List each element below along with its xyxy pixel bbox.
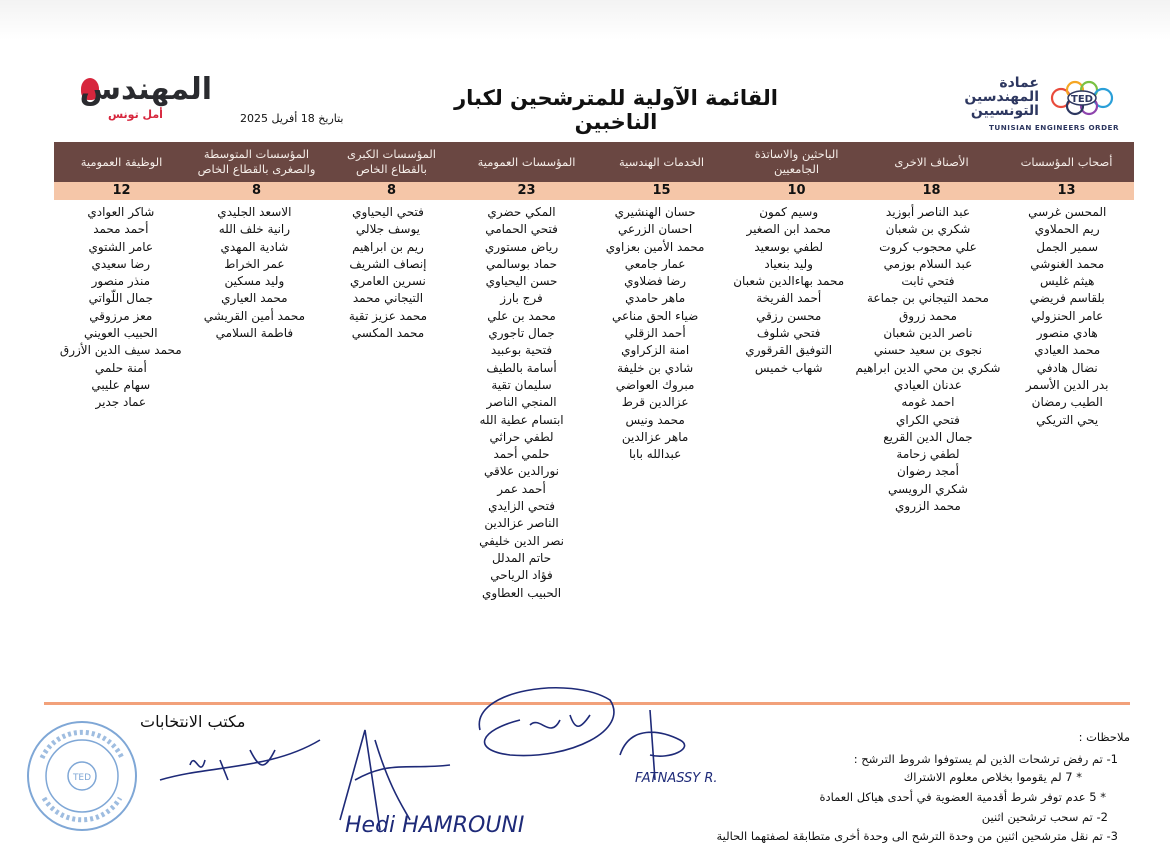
candidate-name: شادية المهدي (220, 239, 289, 254)
column-count: 13 (1057, 183, 1076, 198)
column-header: الوظيفة العمومية (80, 154, 163, 169)
candidate-name: نضال هادفي (1036, 360, 1098, 375)
candidate-name: رانية خلف الله (218, 222, 291, 237)
candidate-name: عدنان العيادي (894, 377, 962, 392)
candidate-name: منذر منصور (91, 274, 150, 289)
candidate-name: جمال تاجوري (488, 326, 555, 341)
candidate-name: احسان الزرعي (617, 222, 693, 237)
candidate-name: عزالدين قرط (621, 395, 689, 410)
candidate-name: أحمد محمد (93, 222, 149, 237)
candidate-column (54, 200, 188, 602)
column-header: المؤسسات المتوسطة والصغرى بالقطاع الخاص (197, 147, 316, 176)
candidate-name: وليد بنعياد (764, 256, 813, 271)
candidate-name: فتحي الزايدي (488, 499, 555, 514)
candidate-name: لطفي زحامة (896, 447, 960, 462)
candidate-name: محمد الأمين بعزاوي (605, 239, 705, 254)
candidate-name: فرج بارز (500, 291, 543, 306)
candidate-name: رضا فضلاوي (624, 274, 687, 289)
candidate-name: يوسف جلالي (355, 222, 420, 237)
candidate-name: علي محجوب كروت (879, 239, 977, 254)
candidate-name: عبد الناصر أبوزيد (885, 205, 970, 219)
candidate-name: حاتم المدلل (491, 550, 552, 565)
note-1b: * 5 عدم توفر شرط أقدمية العضوية في أحدى هياكل العمادة (819, 790, 1106, 804)
candidate-name: بلقاسم فريضي (1029, 291, 1105, 306)
candidate-name: مبروك العواضي (615, 377, 695, 392)
candidate-name: محمد الزروي (895, 499, 961, 514)
candidate-name: التيجاني محمد (352, 291, 424, 306)
candidate-name: حماد بوسالمي (486, 256, 558, 271)
signatures (150, 670, 770, 850)
note-3: 3- تم نقل مترشحين اثنين من وحدة الترشح الى وحدة أخرى متطابقة لصفتهما الحالية (716, 829, 1118, 843)
table-count-row (54, 182, 1134, 200)
candidate-name: محمد بن علي (487, 308, 556, 323)
candidate-name: نصر الدين خليفي (479, 533, 564, 548)
candidate-column (321, 200, 455, 602)
candidate-name: الناصر عزالدين (484, 516, 559, 531)
candidate-name: حسن اليحياوي (485, 274, 558, 289)
candidate-name: سمير الجمل (1036, 239, 1099, 254)
column-header: المؤسسات الكبرى بالقطاع الخاص (346, 147, 437, 176)
note-2: 2- تم سحب ترشحين اثنين (981, 810, 1108, 824)
column-count: 23 (517, 183, 536, 198)
candidate-name: نسرين العامري (350, 274, 426, 289)
candidate-name: أمجد رضوان (896, 464, 959, 479)
candidate-name: فتحي ثابت (901, 274, 955, 289)
candidate-name: ريم الحملاوي (1034, 222, 1100, 237)
candidate-name: التوفيق القرقوري (745, 343, 833, 358)
mohandes-logo (78, 72, 212, 126)
candidate-name: محمد التيجاني بن جماعة (866, 291, 989, 306)
mohandes-logo-subtitle: أمل تونس (108, 108, 163, 121)
candidate-name: محمد العياري (221, 291, 288, 306)
candidate-name: عبدالله بابا (628, 447, 682, 462)
candidate-name: الحبيب العطاوي (482, 585, 562, 600)
candidate-name: ضياء الحق مناعي (611, 308, 699, 323)
candidate-name: محمد ونيس (625, 412, 685, 427)
column-count: 10 (787, 183, 806, 198)
candidate-name: حسان الهنشيري (614, 205, 696, 219)
candidate-name: إنصاف الشريف (349, 256, 427, 271)
candidate-name: ماهر حامدي (625, 291, 686, 306)
candidate-name: حلمي أحمد (493, 447, 550, 462)
candidate-name: رضا سعيدي (91, 256, 151, 271)
mohandes-logo-text: المهندس (79, 72, 212, 107)
candidate-name: عماد جدير (95, 395, 147, 410)
candidate-column (1000, 200, 1134, 602)
candidate-name: محسن رزقي (756, 308, 822, 323)
column-header: المؤسسات العمومية (477, 154, 576, 169)
candidate-name: محمد العيادي (1034, 343, 1101, 358)
candidate-name: هيثم غليس (1039, 274, 1095, 289)
elections-office-label: مكتب الانتخابات (140, 712, 246, 731)
candidate-name: فتحي شلوف (756, 326, 821, 341)
candidate-name: محمد المكسي (351, 326, 425, 341)
candidate-name: هادي منصور (1036, 326, 1098, 341)
note-1a: * 7 لم يقوموا بخلاص معلوم الاشتراك (903, 770, 1082, 784)
candidate-name: نورالدين علاقي (484, 464, 560, 479)
candidate-name: سهام عليبي (91, 377, 151, 392)
column-count: 12 (112, 183, 131, 198)
candidate-name: لطفي بوسعيد (754, 239, 824, 254)
document-date: بتاريخ 18 أفريل 2025 (240, 112, 344, 125)
candidate-name: فتحي الحمامي (485, 222, 558, 237)
org-mark-text: TED (1071, 94, 1093, 105)
column-count: 8 (386, 183, 397, 198)
candidate-name: شكري بن شعبان (885, 222, 971, 237)
candidate-name: شهاب خميس (754, 360, 823, 375)
candidate-name: المنجي الناصر (486, 395, 557, 410)
column-count: 8 (251, 183, 262, 198)
candidate-name: أحمد عمر (497, 481, 546, 496)
candidate-column (188, 200, 322, 602)
org-name-arabic: عمادة المهندسين التونسيين (964, 75, 1039, 119)
candidate-name: امنة الزكراوي (621, 343, 690, 358)
candidate-name: فؤاد الرياحي (490, 568, 553, 583)
candidate-name: ريم بن ابراهيم (352, 239, 424, 254)
candidate-name: محمد عزيز تقية (348, 308, 428, 323)
svg-text:Hedi HAMROUNI: Hedi HAMROUNI (345, 813, 525, 838)
candidate-name: جمال اللّواتي (88, 291, 153, 306)
candidate-name: المكي حضري (487, 205, 556, 219)
candidate-name: ابتسام عطية الله (479, 412, 564, 427)
candidate-name: محمد بهاءالدين شعبان (733, 274, 845, 289)
candidate-name: محمد الغنوشي (1030, 256, 1105, 271)
candidate-name: نجوى بن سعيد حسني (873, 343, 982, 358)
candidate-name: ناصر الدين شعبان (883, 326, 973, 341)
candidate-column (722, 200, 856, 602)
candidate-column (588, 200, 722, 602)
table-body (54, 200, 1134, 602)
candidate-name: معز مرزوقي (89, 308, 153, 323)
note-1: 1- تم رفض ترشحات الذين لم يستوفوا شروط الترشح : (853, 752, 1118, 766)
candidate-name: شاكر العوادي (87, 205, 155, 219)
column-header: أصحاب المؤسسات (1020, 154, 1113, 169)
table-header-row (54, 142, 1134, 182)
column-header: الأصناف الاخرى (894, 154, 969, 169)
candidate-name: فتحي اليحياوي (352, 205, 424, 219)
candidate-name: شادي بن خليفة (617, 360, 694, 375)
candidate-name: عامر الشتوي (88, 239, 154, 254)
candidate-name: بدر الدين الأسمر (1025, 377, 1109, 392)
candidate-name: عبد السلام بوزمي (883, 256, 973, 271)
candidate-name: جمال الدين القريع (883, 429, 973, 444)
candidate-name: فاطمة السلامي (215, 326, 294, 341)
candidate-name: عمار جامعي (624, 256, 686, 271)
candidate-name: أمنة حلمي (94, 360, 147, 375)
org-logo (946, 76, 1121, 136)
candidate-name: عامر الحنزولي (1031, 308, 1104, 323)
candidate-name: رياض مستوري (484, 239, 559, 254)
column-count: 15 (652, 183, 671, 198)
candidate-name: الاسعد الجليدي (217, 205, 292, 219)
column-count: 18 (922, 183, 941, 198)
candidate-name: شكري الرويسي (887, 481, 968, 496)
page-title: القائمة الآولية للمترشحين لكبار الناخبين (454, 86, 778, 134)
candidate-name: احمد غومه (901, 395, 955, 410)
candidate-name: سليمان تقية (491, 377, 552, 392)
candidate-name: ماهر عزالدين (621, 429, 689, 444)
candidate-name: وليد مسكين (224, 274, 285, 289)
candidate-name: فتحية بوعبيد (490, 343, 553, 358)
candidate-name: أحمد الفريخة (756, 291, 822, 306)
candidate-name: محمد ابن الصغير (746, 222, 831, 237)
official-stamp (24, 718, 140, 834)
candidates-table (54, 142, 1134, 602)
candidate-name: أسامة بالطيف (486, 360, 557, 375)
candidate-name: محمد زروق (898, 308, 957, 323)
column-header: الباحثين والاساتذة الجامعيين (754, 147, 839, 176)
candidate-name: محمد سيف الدين الأزرق (59, 343, 182, 358)
candidate-name: وسيم كمون (759, 205, 819, 219)
candidate-name: الطيب رمضان (1031, 395, 1103, 410)
candidate-name: يحي التريكي (1036, 412, 1099, 427)
candidate-name: الحبيب العويني (84, 326, 158, 341)
ted-emblem-icon (1045, 78, 1119, 118)
candidate-name: شكري بن محي الدين ابراهيم (855, 360, 1001, 375)
notes-title: ملاحظات : (1078, 730, 1130, 744)
svg-text:TED: TED (72, 773, 92, 783)
column-header: الخدمات الهندسية (618, 154, 705, 169)
svg-text:FATNASSY R.: FATNASSY R. (635, 771, 718, 786)
org-name-english: TUNISIAN ENGINEERS ORDER (989, 123, 1119, 132)
candidate-name: فتحي الكراي (896, 412, 960, 427)
candidate-name: أحمد الزقلي (624, 326, 686, 341)
candidate-column (855, 200, 1000, 602)
candidate-name: عمر الخراط (224, 256, 285, 271)
candidate-name: محمد أمين القريشي (203, 308, 306, 323)
candidate-name: لطفي حراثي (489, 429, 554, 444)
candidate-name: المحسن غرسي (1028, 205, 1107, 219)
candidate-column (455, 200, 589, 602)
